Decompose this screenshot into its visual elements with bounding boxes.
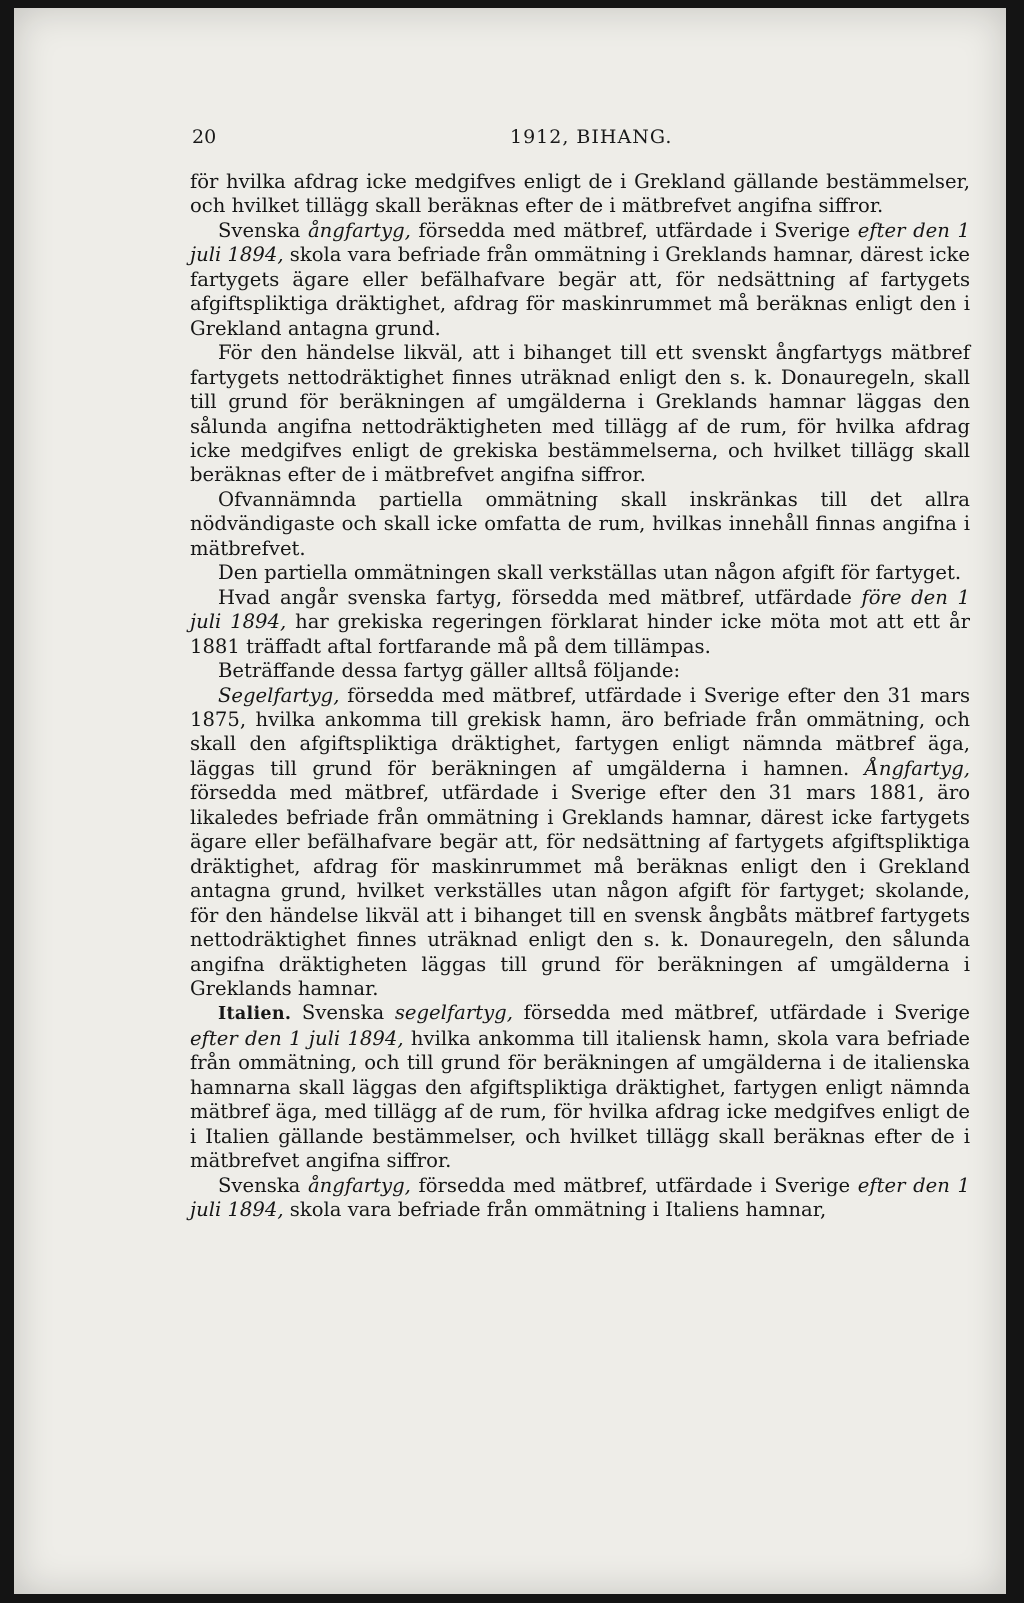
text-segment: Ofvannämnda partiella ommätning skall inskränkas till det allra nödvändigaste och skall icke omfatta de rum, hvilkas innehåll finnas angifna i mätbrefvet. xyxy=(190,487,970,560)
text-segment-italic: efter den 1 juli 1894, xyxy=(190,1173,970,1222)
text-segment-italic: efter den 1 juli 1894, xyxy=(190,218,970,267)
text-segment: Hvad angår svenska fartyg, försedda med mätbref, utfärdade xyxy=(218,585,862,609)
text-segment-italic: efter den 1 juli 1894, xyxy=(190,1026,404,1050)
text-segment-italic: ångfartyg, xyxy=(307,1173,411,1197)
text-segment: hvilka ankomma till italiensk hamn, skola vara befriade från ommätning, och till grund för beräkningen af umgälderna i de italienska hamnarna skall läggas den afgiftspliktiga dräktighet, fartygen enligt nämnda mätbref äga, med tillägg af de rum, för hvilka afdrag icke medgifves enligt de i Italien gällande bestämmelser, och hvilket tillägg skall beräknas efter de i mätbrefvet angifna siffror. xyxy=(190,1026,970,1173)
paragraph-sailing-vessels xyxy=(190,684,970,1002)
text-segment: har grekiska regeringen förklarat hinder icke möta mot att ett år 1881 träffadt aftal fortfarande må på dem tillämpas. xyxy=(190,610,970,658)
text-segment: skola vara befriade från ommätning i Greklands hamnar, därest icke fartygets ägare eller befälhafvare begär att, för nedsättning af fartygets afgiftspliktiga dräktighet, afdrag för maskinrummet må beräknas enligt den i Grekland antagna grund. xyxy=(190,243,971,340)
paragraph-continuation xyxy=(190,170,970,219)
text-segment: försedda med mätbref, utfärdade i Sverige xyxy=(410,1173,858,1197)
body-text xyxy=(190,170,970,1222)
paragraph-italy-steamships xyxy=(190,1174,970,1223)
text-segment: Svenska xyxy=(291,1001,395,1025)
paragraph-no-fee xyxy=(190,561,970,585)
text-segment: Beträffande dessa fartyg gäller alltså följande: xyxy=(218,659,681,683)
text-segment-italic: segelfartyg, xyxy=(394,1001,513,1025)
text-segment: försedda med mätbref, utfärdade i Sverige efter den 31 mars 1875, hvilka ankomma till grekisk hamn, äro befriade från ommätning, och skall den afgiftspliktiga dräktighet, fartygen enligt nämnda mätbref äga, läggas till grund för beräkningen af umgälderna i hamnen. xyxy=(190,683,970,780)
running-title: 1912, BIHANG. xyxy=(510,126,673,148)
text-segment-italic: före den 1 juli 1894, xyxy=(190,585,970,634)
document-page xyxy=(14,8,1006,1594)
paragraph-partial-remeasurement xyxy=(190,488,970,561)
text-segment: försedda med mätbref, utfärdade i Sverige xyxy=(512,1001,970,1025)
text-segment: För den händelse likväl, att i bihanget till ett svenskt ångfartygs mätbref fartygets nettodräktighet finnes uträknad enligt den s. k. Donauregeln, skall till grund för beräkningen af umgälderna i Greklands hamnar läggas den sålunda angifna nettodräktigheten med tillägg af de rum, för hvilka afdrag icke medgifves enligt de grekiska bestämmelserna, och hvilket tillägg skall beräknas efter de i mätbrefvet angifna siffror. xyxy=(190,341,970,487)
text-segment: Svenska xyxy=(218,218,308,242)
paragraph-italy xyxy=(190,1001,970,1173)
text-segment-italic: ångfartyg, xyxy=(307,218,411,242)
page-header xyxy=(192,126,964,154)
paragraph-donau-rule xyxy=(190,341,970,488)
text-segment: försedda med mätbref, utfärdade i Sverige xyxy=(410,218,858,242)
text-segment: försedda med mätbref, utfärdade i Sverige efter den 31 mars 1881, äro likaledes befriade från ommätning i Greklands hamnar, därest icke fartygets ägare eller befälhafvare begär att, för nedsättning af fartygets afgiftspliktiga dräktighet, afdrag för maskinrummet må beräknas enligt den i Grekland antagna grund, hvilket verkställes utan någon afgift för fartyget; skolande, för den händelse likväl att i bihanget till en svensk ångbåts mätbref fartygets nettodräktighet finnes uträknad enligt den s. k. Donauregeln, den sålunda angifna dräktigheten läggas till grund för beräkningen af umgälderna i Greklands hamnar. xyxy=(190,781,970,1000)
text-segment: skola vara befriade från ommätning i Italiens hamnar, xyxy=(283,1198,827,1222)
text-segment: för hvilka afdrag icke medgifves enligt de i Grekland gällande bestämmelser, och hvilket tillägg skall beräknas efter de i mätbrefvet angifna siffror. xyxy=(190,170,970,218)
paragraph-before-1894 xyxy=(190,586,970,659)
section-lead-italien: Italien. xyxy=(218,1004,292,1025)
text-segment: Svenska xyxy=(218,1173,308,1197)
paragraph-greek-steamships xyxy=(190,219,970,341)
text-segment-italic: Ångfartyg, xyxy=(864,756,970,780)
text-segment: Den partiella ommätningen skall verkställas utan någon afgift för fartyget. xyxy=(218,561,962,585)
paragraph-following xyxy=(190,659,970,683)
page-number: 20 xyxy=(192,126,217,148)
text-segment-italic: Segelfartyg, xyxy=(218,683,340,707)
